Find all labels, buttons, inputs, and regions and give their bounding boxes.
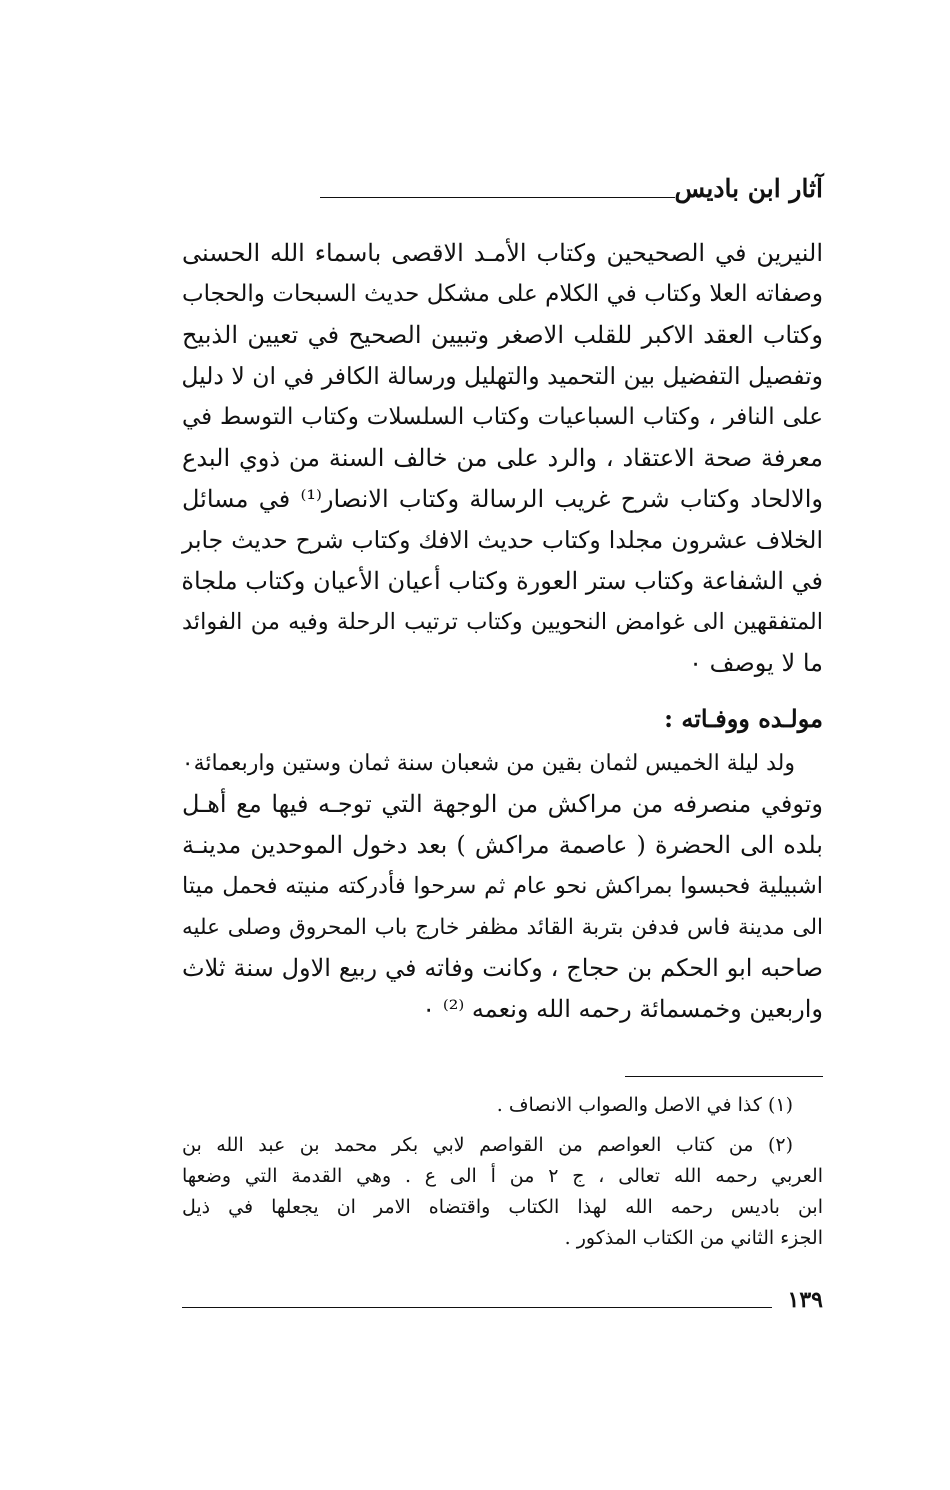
footnote-2 [182, 1130, 823, 1254]
footer-rule [182, 1307, 772, 1308]
text-line: وكتاب العقد الاكبر للقلب الاصغر وتبيين الصحيح في تعيين الذبيح [182, 321, 823, 349]
footnote-line: (١) كذا في الاصل والصواب الانصاف . [496, 1094, 793, 1116]
text-line: الخلاف عشرون مجلدا وكتاب حديث الافك وكتاب شرح حديث جابر [182, 526, 823, 554]
section-heading: مولـده ووفـاته : [664, 704, 823, 733]
page-footer [182, 1284, 823, 1314]
header-rule [320, 197, 675, 198]
text-line: ولد ليلة الخميس لثمان بقين من شعبان سنة ثمان وستين واربعمائة٠ [181, 751, 795, 776]
text-line: النيرين في الصحيحين وكتاب الأمـد الاقصى باسماء الله الحسنى [182, 239, 823, 267]
paragraph-book-list [182, 233, 823, 684]
text-line: وصفاته العلا وكتاب في الكلام على مشكل حديث السبحات والحجاب [182, 281, 823, 307]
text-line: صاحبه ابو الحكم بن حجاج ، وكانت وفاته في ربيع الاول سنة ثلاث [182, 954, 823, 982]
text-line: الى مدينة فاس فدفن بتربة القائد مظفر خارج باب المحروق وصلى عليه [182, 915, 823, 940]
footnote-line: العربي رحمه الله تعالى ، ج ٢ من أ الى ع . وهي القدمة التي وضعها [182, 1165, 823, 1187]
text-line: وتوفي منصرفه من مراكش من الوجهة التي توجـه فيها مع أهـل [182, 790, 823, 818]
text-line: المتفقهين الى غوامض النحويين وكتاب ترتيب الرحلة وفيه من الفوائد [182, 609, 823, 635]
header-title: آثار ابن باديس [674, 174, 823, 203]
text-line: وتفصيل التفضيل بين التحميد والتهليل ورسالة الكافر في ان لا دليل [181, 362, 823, 390]
text-line: واربعين وخمسمائة رحمه الله ونعمه ⁽²⁾ ٠ [422, 995, 823, 1023]
text-line: اشبيلية فحبسوا بمراكش نحو عام ثم سرحوا فأدركته منيته فحمل ميتا [182, 873, 823, 899]
footnote-separator [625, 1076, 823, 1077]
paragraph-birth-death [182, 743, 823, 1030]
footnote-1 [182, 1090, 823, 1121]
text-line: بلده الى الحضرة ( عاصمة مراكش ) بعد دخول الموحدين مدينـة [182, 831, 823, 859]
running-header [320, 170, 823, 204]
text-line: والالحاد وكتاب شرح غريب الرسالة وكتاب الانصار⁽¹⁾ في مسائل [182, 485, 824, 513]
text-line: على النافر ، وكتاب السباعيات وكتاب السلسلات وكتاب التوسط في [182, 404, 823, 430]
text-line: ما لا يوصف ٠ [689, 649, 823, 677]
text-line: في الشفاعة وكتاب ستر العورة وكتاب أعيان الأعيان وكتاب ملجاة [181, 567, 823, 595]
footnote-line: (٢) من كتاب العواصم من القواصم لابي بكر محمد بن عبد الله بن [182, 1134, 793, 1156]
page-number: ١٣٩ [787, 1287, 823, 1313]
text-line: معرفة صحة الاعتقاد ، والرد على من خالف السنة من ذوي البدع [182, 444, 823, 472]
footnote-line: الجزء الثاني من الكتاب المذكور . [564, 1227, 823, 1249]
footnote-line: ابن باديس رحمه الله لهذا الكتاب واقتضاه الامر ان يجعلها في ذيل [182, 1196, 823, 1218]
